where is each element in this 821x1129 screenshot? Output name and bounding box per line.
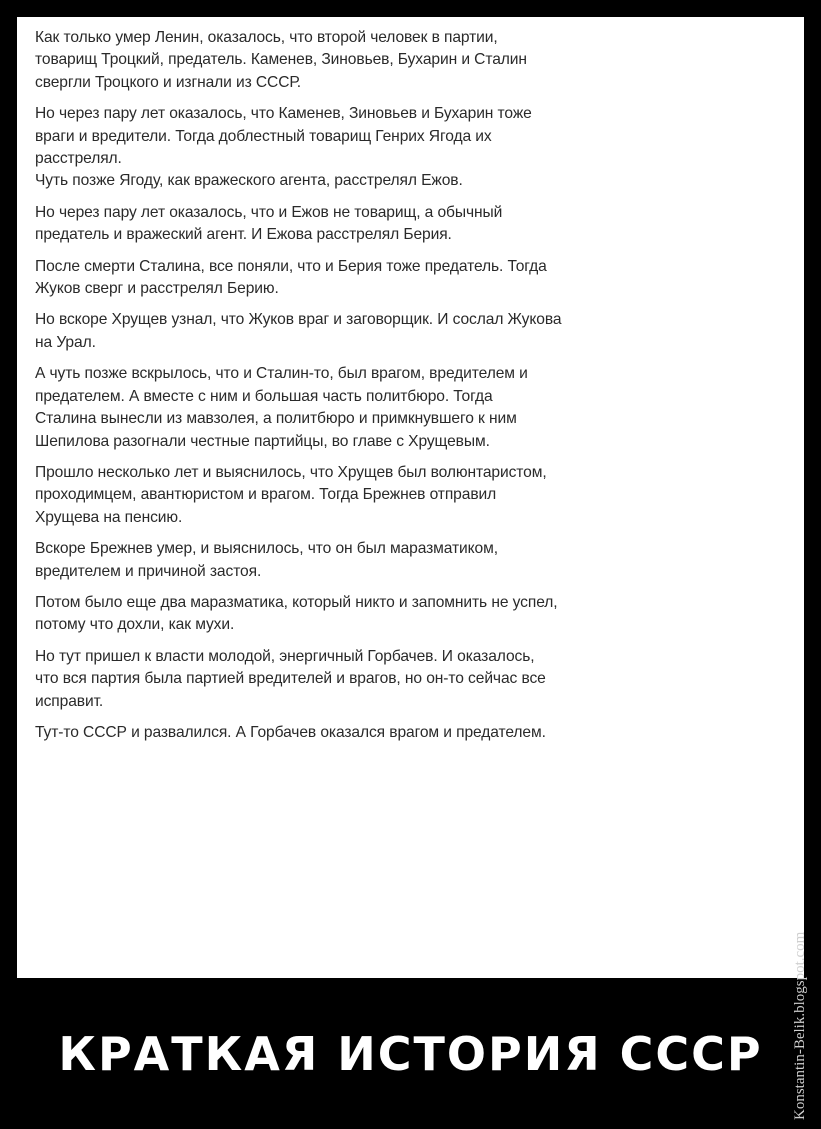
paragraph-9: Потом было еще два маразматика, который никто и запомнить не успел, потому что дохли, как мухи.	[35, 593, 558, 634]
paragraph-1: Как только умер Ленин, оказалось, что второй человек в партии, товарищ Троцкий, предатель. Каменев, Зиновьев, Бухарин и Сталин свергли Троцкого и изгнали из СССР.	[35, 29, 527, 91]
poster-title: КРАТКАЯ ИСТОРИЯ СССР	[58, 1027, 763, 1081]
text-panel	[17, 17, 804, 978]
paragraph-3: Но через пару лет оказалось, что и Ежов не товарищ, а обычный предатель и вражеский агент. И Ежова расстрелял Берия.	[35, 203, 503, 244]
paragraph-7: Прошло несколько лет и выяснилось, что Хрущев был волюнтаристом, проходимцем, авантюристом и врагом. Тогда Брежнев отправил Хрущева на пенсию.	[35, 463, 547, 526]
paragraph-10: Но тут пришел к власти молодой, энергичный Горбачев. И оказалось, что вся партия была партией вредителей и врагов, но он-то сейчас все исправит.	[35, 647, 546, 710]
paragraph-6: А чуть позже вскрылось, что и Сталин-то, был врагом, вредителем и предателем. А вместе с ним и большая часть политбюро. Тогда Сталина вынесли из мавзолея, а политбюро и примкнувшего к ним Шепилова разогнали честные партийцы, во главе с Хрущевым.	[35, 365, 528, 450]
paragraph-4: После смерти Сталина, все поняли, что и Берия тоже предатель. Тогда Жуков сверг и расстрелял Берию.	[35, 257, 547, 298]
paragraph-2: Но через пару лет оказалось, что Каменев, Зиновьев и Бухарин тоже враги и вредители. Тогда доблестный товарищ Генрих Ягода их расстрелял. Чуть позже Ягоду, как вражеского агента, расстрелял Ежов.	[35, 105, 532, 190]
paragraph-8: Вскоре Брежнев умер, и выяснилось, что он был маразматиком, вредителем и причиной застоя.	[35, 540, 498, 580]
paragraph-11: Тут-то СССР и развалился. А Горбачев оказался врагом и предателем.	[35, 723, 546, 741]
watermark: Konstantin-Belik.blogspot.com	[792, 931, 808, 1120]
paragraph-5: Но вскоре Хрущев узнал, что Жуков враг и заговорщик. И сослал Жукова на Урал.	[35, 311, 562, 351]
